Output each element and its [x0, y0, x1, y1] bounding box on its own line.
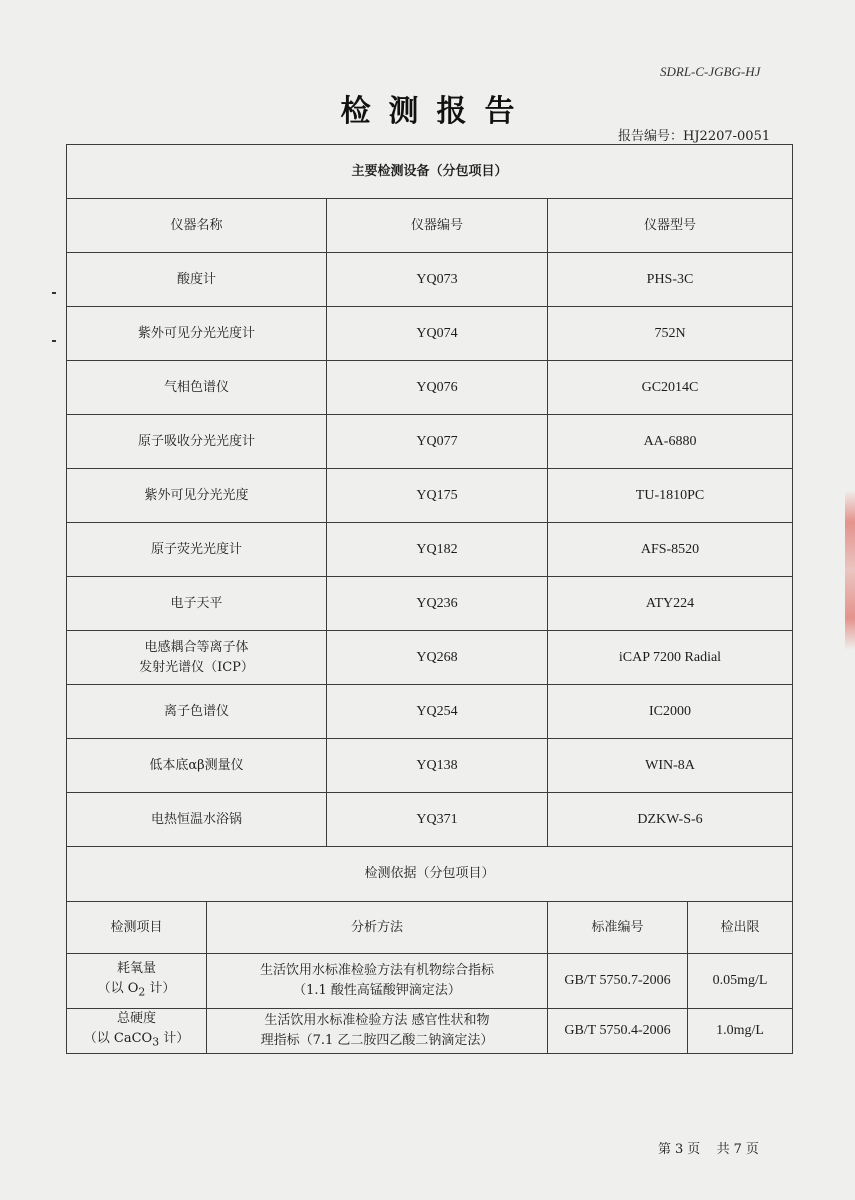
- instrument-model: 752N: [548, 307, 793, 361]
- col-header-method: 分析方法: [207, 902, 548, 954]
- test-item: [67, 1009, 207, 1054]
- report-table: [66, 144, 793, 1054]
- instrument-id: YQ076: [327, 361, 548, 415]
- instrument-id: YQ254: [327, 685, 548, 739]
- instrument-model: TU-1810PC: [548, 469, 793, 523]
- instrument-id: YQ074: [327, 307, 548, 361]
- scan-mark: [52, 340, 56, 342]
- equipment-header-row: [67, 199, 793, 253]
- table-row: [67, 307, 793, 361]
- table-row: [67, 793, 793, 847]
- table-row: [67, 1009, 793, 1054]
- equipment-section-title: 主要检测设备（分包项目）: [67, 145, 793, 199]
- red-seal-stamp: [845, 490, 855, 650]
- col-header-instrument-name: 仪器名称: [67, 199, 327, 253]
- instrument-id: YQ077: [327, 415, 548, 469]
- col-header-test-item: 检测项目: [67, 902, 207, 954]
- table-row: [67, 577, 793, 631]
- instrument-model: iCAP 7200 Radial: [548, 631, 793, 685]
- detection-limit: 1.0mg/L: [688, 1009, 793, 1054]
- table-row: [67, 415, 793, 469]
- instrument-model: WIN-8A: [548, 739, 793, 793]
- page-number: 3: [675, 1142, 684, 1157]
- instrument-model: AA-6880: [548, 415, 793, 469]
- analysis-method: [207, 1009, 548, 1054]
- table-row: [67, 523, 793, 577]
- method-line1: 生活饮用水标准检验方法 感官性状和物: [264, 1012, 490, 1028]
- instrument-name: 气相色谱仪: [67, 361, 327, 415]
- instrument-id: YQ073: [327, 253, 548, 307]
- instrument-model: GC2014C: [548, 361, 793, 415]
- test-item-basis: （以 $O_2$ 计）: [97, 981, 176, 999]
- test-item-name: 总硬度: [116, 1011, 156, 1026]
- instrument-id: YQ182: [327, 523, 548, 577]
- instrument-name: 电热恒温水浴锅: [67, 793, 327, 847]
- instrument-name: 紫外可见分光光度计: [67, 307, 327, 361]
- instrument-model: DZKW-S-6: [548, 793, 793, 847]
- analysis-method: [207, 954, 548, 1009]
- instrument-name: 原子荧光光度计: [67, 523, 327, 577]
- standard-number: GB/T 5750.4-2006: [548, 1009, 688, 1054]
- method-line1: 生活饮用水标准检验方法有机物综合指标: [259, 963, 494, 978]
- page-title: 检测报告: [340, 94, 533, 129]
- col-header-instrument-model: 仪器型号: [548, 199, 793, 253]
- instrument-id: YQ371: [327, 793, 548, 847]
- instrument-model: PHS-3C: [548, 253, 793, 307]
- table-row: [67, 739, 793, 793]
- basis-section-title: 检测依据（分包项目）: [67, 847, 793, 902]
- method-line2: （1.1 酸性高锰酸钾滴定法）: [293, 983, 461, 998]
- instrument-id: YQ175: [327, 469, 548, 523]
- total-pages: 7: [733, 1142, 742, 1157]
- col-header-detection-limit: 检出限: [688, 902, 793, 954]
- instrument-name: 紫外可见分光光度: [67, 469, 327, 523]
- instrument-name: 离子色谱仪: [67, 685, 327, 739]
- col-header-standard: 标准编号: [548, 902, 688, 954]
- scan-mark: [52, 292, 56, 294]
- document-code: SDRL-C-JGBG-HJ: [660, 64, 761, 79]
- instrument-id: YQ268: [327, 631, 548, 685]
- table-row: [67, 469, 793, 523]
- instrument-name: 低本底αβ测量仪: [67, 739, 327, 793]
- instrument-name: 原子吸收分光光度计: [67, 415, 327, 469]
- test-item-basis: （以 CaCO$_3$ 计）: [83, 1031, 190, 1049]
- instrument-name-line2: 发射光谱仪（ICP）: [139, 659, 254, 675]
- instrument-model: AFS-8520: [548, 523, 793, 577]
- instrument-name: 酸度计: [67, 253, 327, 307]
- test-item-name: 耗氧量: [116, 961, 156, 977]
- instrument-name: [67, 631, 327, 685]
- page-footer: 第 3 页 共 7 页: [658, 1142, 759, 1157]
- standard-number: GB/T 5750.7-2006: [548, 954, 688, 1009]
- table-row: [67, 253, 793, 307]
- method-line2: 理指标（7.1 乙二胺四乙酸二钠滴定法）: [260, 1032, 494, 1048]
- table-row: [67, 685, 793, 739]
- report-number: 报告编号：HJ2207-0051: [618, 129, 771, 144]
- instrument-id: YQ236: [327, 577, 548, 631]
- instrument-model: ATY224: [548, 577, 793, 631]
- table-row: [67, 631, 793, 685]
- instrument-id: YQ138: [327, 739, 548, 793]
- table-row: [67, 954, 793, 1009]
- table-row: [67, 361, 793, 415]
- instrument-name-line1: 电感耦合等离子体: [144, 639, 249, 655]
- basis-header-row: [67, 902, 793, 954]
- test-item: [67, 954, 207, 1009]
- detection-limit: 0.05mg/L: [688, 954, 793, 1009]
- col-header-instrument-id: 仪器编号: [327, 199, 548, 253]
- instrument-model: IC2000: [548, 685, 793, 739]
- instrument-name: 电子天平: [67, 577, 327, 631]
